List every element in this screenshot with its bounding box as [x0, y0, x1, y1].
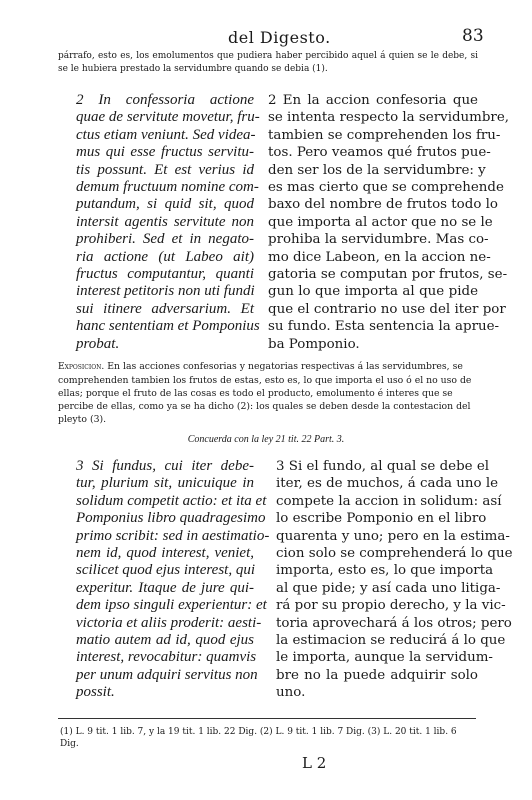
section-3-spanish-text: [276, 458, 513, 702]
latin-text-line: 3 Si fundus, cui iter debe-: [76, 458, 254, 474]
latin-text-line: prohiberi. Sed et in negato-: [76, 231, 254, 248]
spanish-text-line: se intenta respecto la servidumbre,: [268, 110, 510, 126]
latin-text-line: matio autem ad id, quod ejus: [76, 632, 254, 649]
spanish-text-line: uno.: [276, 685, 306, 701]
latin-text-line: quae de servitute movetur, fru-: [76, 109, 260, 126]
spanish-text-line: mo dice Labeon, en la accion ne-: [268, 249, 491, 265]
section-3-latin-text: [76, 458, 270, 702]
spanish-text-line: tos. Pero veamos qué frutos pue-: [268, 145, 491, 161]
spanish-text-line: baxo del nombre de frutos todo lo: [268, 197, 498, 213]
spanish-text-line: lo escribe Pomponio en el libro: [276, 511, 487, 527]
latin-text-line: Pomponius libro quadragesimo: [76, 510, 266, 527]
latin-text-line: victoria et aliis proderit: aesti-: [76, 614, 262, 631]
spanish-text-line: cion solo se comprehenderá lo que: [276, 546, 513, 562]
latin-text-line: possit.: [76, 684, 115, 701]
spanish-text-line: ba Pomponio.: [268, 336, 360, 352]
latin-text-line: hanc sententiam et Pomponius: [76, 318, 260, 335]
latin-text-line: demum fructuum nomine com-: [76, 179, 259, 196]
spanish-text-line: 2 En la accion confesoria que: [268, 93, 478, 108]
latin-text-line: scilicet quod ejus interest, qui: [76, 562, 255, 579]
footnote-rule: [58, 718, 476, 719]
latin-text-line: dem ipso singuli experientur: et: [76, 597, 267, 614]
spanish-text-line: gatoria se computan por frutos, se-: [268, 267, 508, 283]
exposition-label: Exposicion.: [58, 362, 105, 372]
latin-text-line: intersit agentis servitute non: [76, 213, 254, 230]
page-number: 83: [462, 26, 484, 46]
exposition-note: [58, 360, 476, 426]
printer-signature-mark: L 2: [302, 754, 327, 772]
latin-text-line: primo scribit: sed in aestimatio-: [76, 527, 270, 544]
spanish-text-line: la estimacion se reducirá á lo que: [276, 633, 506, 649]
latin-text-line: probat.: [76, 335, 120, 352]
spanish-text-line: al que pide; y así cada uno litiga-: [276, 580, 501, 596]
spanish-text-line: su fundo. Esta sentencia la aprue-: [268, 319, 500, 335]
section-2-latin-text: [76, 92, 260, 353]
running-header-title: del Digesto.: [228, 28, 331, 47]
latin-text-line: experitur. Itaque de jure qui-: [76, 579, 254, 596]
spanish-text-line: le importa, aunque la servidum-: [276, 650, 493, 666]
spanish-text-line: importa, esto es, lo que importa: [276, 563, 494, 579]
latin-text-line: ria actione (ut Labeo ait): [76, 248, 254, 265]
spanish-text-line: bre no la puede adquirir solo: [276, 667, 478, 683]
spanish-text-line: 3 Si el fundo, al qual se debe el: [276, 459, 490, 474]
latin-text-line: nem id, quod interest, veniet,: [76, 545, 254, 562]
latin-text-line: solidum competit actio: et ita et: [76, 492, 267, 509]
latin-text-line: tis possunt. Et est verius id: [76, 161, 254, 178]
spanish-text-line: den ser los de la servidumbre: y: [268, 162, 486, 178]
latin-text-line: 2 In confessoria actione: [76, 92, 254, 108]
spanish-text-line: quarenta y uno; pero en la estima-: [276, 528, 510, 544]
spanish-text-line: tambien se comprehenden los fru-: [268, 127, 501, 143]
latin-text-line: interest petitoris non uti fundi: [76, 283, 255, 300]
spanish-text-line: prohiba la servidumbre. Mas co-: [268, 232, 489, 248]
latin-text-line: fructus computantur, quanti: [76, 266, 254, 283]
spanish-text-line: compete la accion in solidum: así: [276, 493, 502, 509]
spanish-text-line: gun lo que importa al que pide: [268, 284, 478, 300]
exposition-text: En las acciones confesorias y negatorias respectivas á las servidumbres, se comprehenden tambien los frutos de estas, esto es, lo que importa el uso ó el no uso de ellas; porque el fruto de las cosas es todo el producto, emolumento é interes que se percibe de ellas, como ya se ha dicho (2): los quales se deben desde la contestacion del pleyto (3).: [58, 361, 472, 425]
concordance-heading: Concuerda con la ley 21 tit. 22 Part. 3.: [187, 434, 345, 445]
spanish-text-line: es mas cierto que se comprehende: [268, 180, 504, 196]
latin-text-line: sui itinere adversarium. Et: [76, 300, 254, 317]
spanish-text-line: que el contrario no use del iter por: [268, 301, 506, 317]
latin-text-line: putandum, si quid sit, quod: [76, 196, 254, 213]
latin-text-line: ctus etiam veniunt. Sed videa-: [76, 126, 256, 143]
continued-paragraph: párrafo, esto es, los emolumentos que pudiera haber percibido aquel á quien se le debe, si se le hubiera prestado la servidumbre quando se debia (1).: [58, 51, 478, 74]
latin-text-line: interest, revocabitur: quamvis: [76, 649, 257, 666]
spanish-text-line: iter, es de muchos, á cada uno le: [276, 476, 499, 492]
latin-text-line: tur, plurium sit, unicuique in: [76, 475, 254, 492]
spanish-text-line: toria aprovechará á los otros; pero: [276, 615, 512, 631]
latin-text-line: per unum adquiri servitus non: [76, 666, 258, 683]
footnotes: (1) L. 9 tit. 1 lib. 7, y la 19 tit. 1 lib. 22 Dig. (2) L. 9 tit. 1 lib. 7 Dig. (3) L. 20 tit. 1 lib. 6 Dig.: [60, 727, 457, 749]
latin-text-line: mus qui esse fructus servitu-: [76, 144, 254, 161]
spanish-text-line: rá por su propio derecho, y la vic-: [276, 598, 506, 614]
spanish-text-line: que importa al actor que no se le: [268, 214, 493, 230]
section-2-spanish-text: [268, 92, 510, 353]
